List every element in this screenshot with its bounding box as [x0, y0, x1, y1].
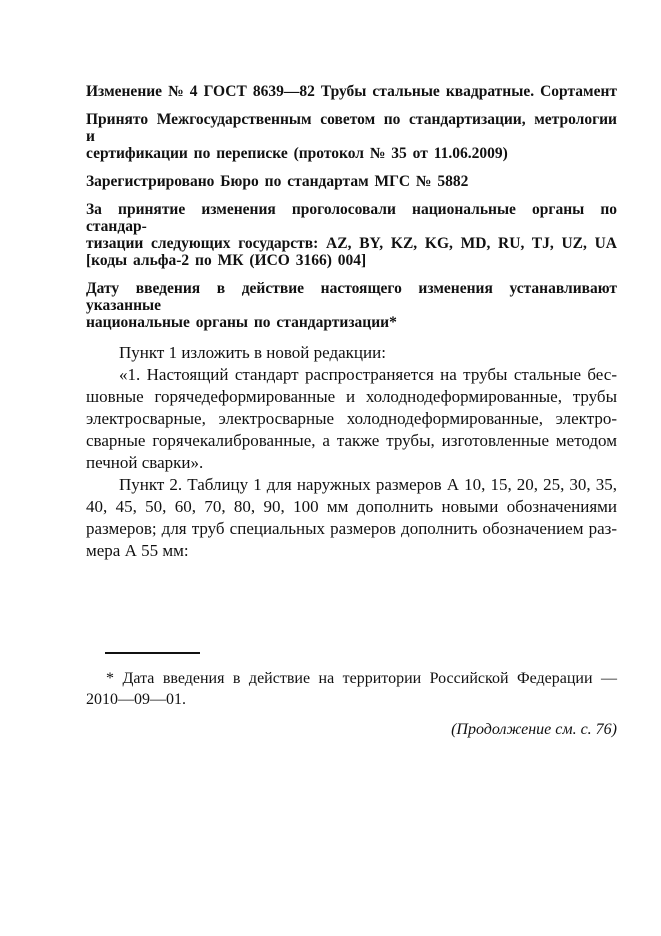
text-line: «1. Настоящий стандарт распространяется на трубы стальные бес-	[119, 365, 617, 384]
para-point2	[86, 474, 617, 562]
para-voted	[86, 201, 617, 269]
text-line: 40, 45, 50, 60, 70, 80, 90, 100 мм дополнить новыми обозначениями	[86, 497, 617, 516]
para-effective-date	[86, 280, 617, 331]
body-text	[86, 342, 617, 562]
text-line: размеров; для труб специальных размеров дополнить обозначением раз-	[86, 519, 617, 538]
para-point1-intro	[86, 342, 617, 364]
text-line: шовные горячедеформированные и холоднодеформированные, трубы	[86, 387, 617, 406]
para-point1-text	[86, 364, 617, 474]
text-line: Пункт 1 изложить в новой редакции:	[119, 343, 386, 362]
text-line: Пункт 2. Таблицу 1 для наружных размеров А 10, 15, 20, 25, 30, 35,	[119, 475, 617, 494]
para-accepted	[86, 111, 617, 162]
para-registered	[86, 173, 617, 190]
text-line: сварные горячекалиброванные, а также трубы, изготовленные методом	[86, 431, 617, 450]
text-line: национальные органы по стандартизации*	[86, 314, 397, 331]
text-line: электросварные, электросварные холоднодеформированные, электро-	[86, 409, 617, 428]
text-line: Дату введения в действие настоящего изменения устанавливают указанные	[86, 280, 617, 314]
text-line: печной сварки».	[86, 453, 204, 472]
doc-title	[86, 83, 617, 100]
continuation-note: (Продолжение см. с. 76)	[451, 721, 617, 738]
text-line: Принято Межгосударственным советом по стандартизации, метрологии и	[86, 111, 617, 145]
text-line: Изменение № 4 ГОСТ 8639—82 Трубы стальные квадратные. Сортамент	[86, 83, 617, 100]
footnote-block	[86, 652, 617, 710]
text-line: тизации следующих государств: AZ, BY, KZ, KG, MD, RU, TJ, UZ, UA	[86, 235, 617, 252]
text-line: [коды альфа-2 по МК (ИСО 3166) 004]	[86, 252, 367, 269]
footnote-text	[86, 668, 617, 710]
text-line: За принятие изменения проголосовали национальные органы по стандар-	[86, 201, 617, 235]
text-line: Зарегистрировано Бюро по стандартам МГС № 5882	[86, 173, 469, 190]
text-line: сертификации по переписке (протокол № 35 от 11.06.2009)	[86, 145, 508, 162]
footnote-rule	[105, 652, 200, 654]
text-line: 2010—09—01.	[86, 691, 186, 708]
text-line: * Дата введения в действие на территории Российской Федерации —	[106, 670, 617, 687]
document-content	[86, 83, 617, 739]
text-line: мера А 55 мм:	[86, 541, 189, 560]
